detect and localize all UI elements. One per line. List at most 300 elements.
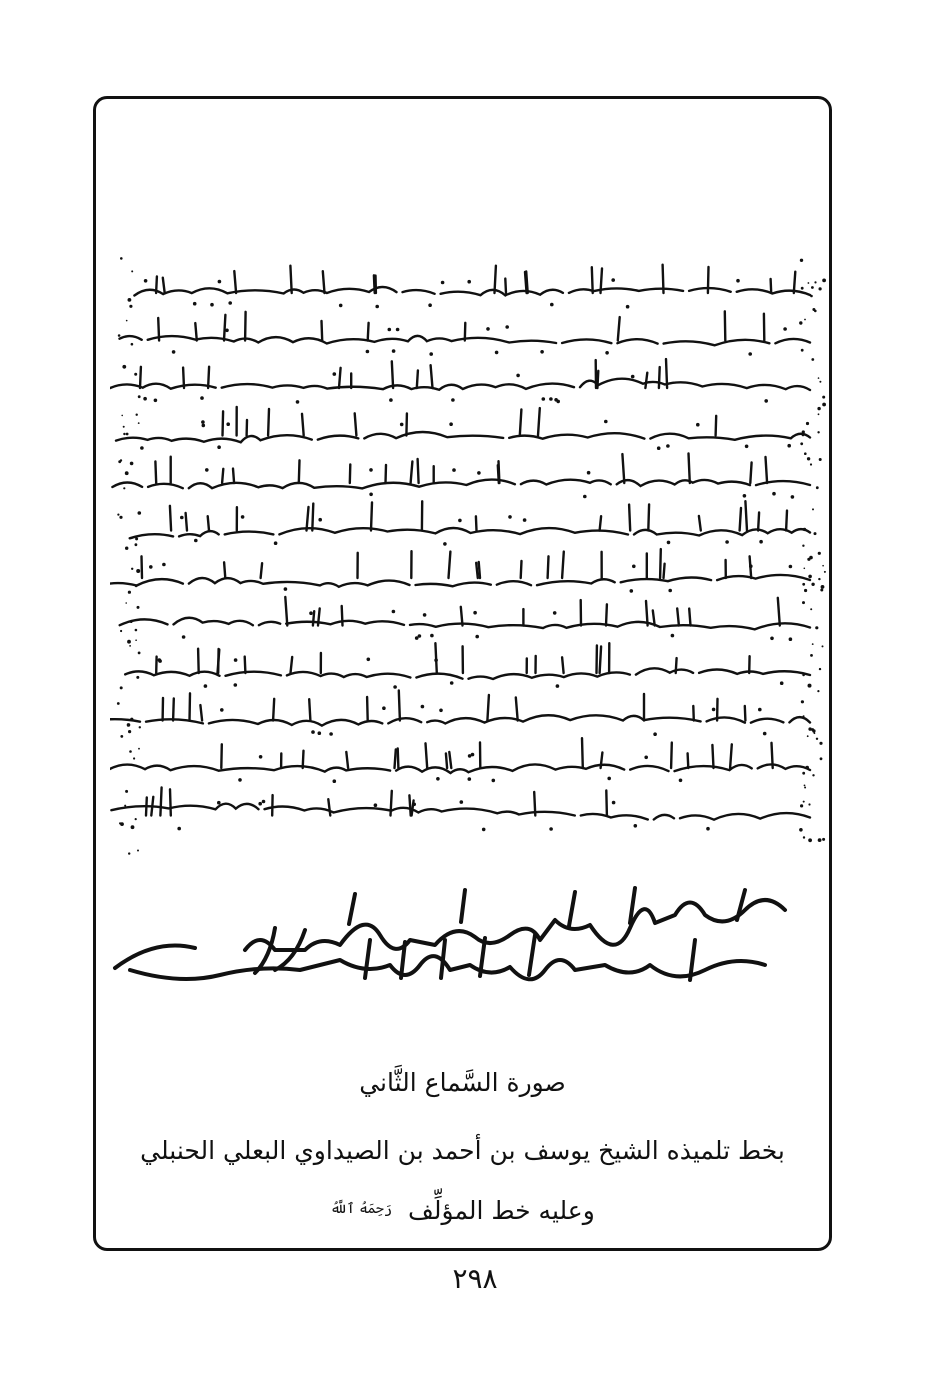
photocopy-speckle xyxy=(807,558,810,561)
manuscript-dot xyxy=(415,636,419,640)
manuscript-ascender xyxy=(671,743,672,768)
manuscript-ascender xyxy=(417,370,418,388)
photocopy-speckle xyxy=(125,790,128,793)
photocopy-speckle xyxy=(135,629,138,632)
photocopy-speckle xyxy=(804,319,806,321)
photocopy-speckle xyxy=(803,715,805,717)
manuscript-dot xyxy=(495,351,499,355)
autograph-strokes xyxy=(105,870,805,1010)
manuscript-line xyxy=(110,738,810,783)
manuscript-ascender xyxy=(233,469,234,483)
manuscript-ascender xyxy=(160,788,161,816)
photocopy-speckle xyxy=(810,654,813,657)
manuscript-ascender xyxy=(342,606,343,626)
manuscript-stroke xyxy=(110,575,810,587)
manuscript-ascender xyxy=(712,745,713,768)
manuscript-ascender xyxy=(622,454,624,483)
manuscript-ascender xyxy=(465,323,466,341)
manuscript-dot xyxy=(549,827,553,831)
photocopy-speckle xyxy=(137,606,140,609)
manuscript-ascender xyxy=(346,752,348,768)
manuscript-dot xyxy=(375,305,379,309)
manuscript-dot xyxy=(374,803,378,807)
photocopy-speckle xyxy=(128,730,131,733)
photocopy-speckle xyxy=(818,377,820,379)
manuscript-ascender xyxy=(409,795,410,815)
manuscript-stroke xyxy=(110,379,810,390)
manuscript-ascender xyxy=(155,462,156,484)
manuscript-dot xyxy=(443,542,447,546)
manuscript-ascender xyxy=(548,556,549,578)
caption-author-line xyxy=(93,1196,832,1225)
photocopy-speckle xyxy=(135,639,137,641)
manuscript-ascender xyxy=(151,797,153,816)
manuscript-dot xyxy=(452,468,456,472)
manuscript-ascender xyxy=(505,279,506,293)
photocopy-speckle xyxy=(800,259,803,262)
photocopy-speckle xyxy=(814,732,816,734)
manuscript-ascender xyxy=(399,691,400,721)
photocopy-speckle xyxy=(800,804,803,807)
manuscript-ascender xyxy=(406,414,407,436)
photocopy-speckle xyxy=(123,426,125,428)
manuscript-ascender xyxy=(318,609,320,626)
manuscript-dot xyxy=(225,329,229,333)
photocopy-speckle xyxy=(804,589,807,592)
manuscript-dot xyxy=(605,351,609,355)
manuscript-dot xyxy=(369,468,373,472)
photocopy-speckle xyxy=(129,750,132,753)
manuscript-line xyxy=(110,788,810,832)
manuscript-dot xyxy=(284,587,288,591)
photocopy-speckle xyxy=(135,543,138,546)
manuscript-dot xyxy=(393,685,397,689)
manuscript-dot xyxy=(725,540,729,544)
manuscript-dot xyxy=(460,800,464,804)
photocopy-speckle xyxy=(808,684,812,688)
manuscript-dot xyxy=(217,445,221,449)
manuscript-dot xyxy=(412,803,416,807)
manuscript-dot xyxy=(449,422,453,426)
manuscript-dot xyxy=(311,730,315,734)
photocopy-speckle xyxy=(126,433,129,436)
photocopy-speckle xyxy=(131,568,133,570)
manuscript-dot xyxy=(653,732,657,736)
photocopy-speckle xyxy=(128,852,130,854)
photocopy-speckle xyxy=(804,568,806,570)
photocopy-speckle xyxy=(822,396,825,399)
manuscript-dot xyxy=(634,824,638,828)
manuscript-dot xyxy=(441,281,445,285)
manuscript-dot xyxy=(772,492,776,496)
photocopy-speckle xyxy=(807,457,810,460)
caption-scribe-line: بخط تلميذه الشيخ يوسف بن أحمد بن الصيداوي البعلي الحنبلي xyxy=(140,1136,785,1165)
photocopy-speckle xyxy=(814,281,816,283)
manuscript-ascender xyxy=(386,465,387,483)
manuscript-stroke xyxy=(112,480,810,489)
manuscript-ascender xyxy=(374,275,375,293)
manuscript-dot xyxy=(217,801,221,805)
manuscript-ascender xyxy=(461,607,463,626)
manuscript-ascender xyxy=(367,697,368,721)
manuscript-dot xyxy=(274,541,278,545)
manuscript-dot xyxy=(382,706,386,710)
manuscript-dot xyxy=(505,325,509,329)
manuscript-ascender xyxy=(676,658,677,673)
manuscript-dot xyxy=(226,422,230,426)
manuscript-ascender xyxy=(221,744,222,768)
photocopy-speckle xyxy=(819,668,821,670)
manuscript-dot xyxy=(492,779,496,783)
manuscript-dot xyxy=(430,634,434,638)
manuscript-ascender xyxy=(446,753,447,768)
manuscript-dot xyxy=(666,444,670,448)
manuscript-ascender xyxy=(677,608,679,625)
manuscript-ascender xyxy=(487,695,489,721)
manuscript-ascender xyxy=(142,556,143,578)
manuscript-line xyxy=(130,501,810,546)
photocopy-speckle xyxy=(800,442,803,445)
photocopy-speckle xyxy=(133,757,135,759)
photocopy-speckle xyxy=(120,686,123,689)
manuscript-dot xyxy=(745,445,749,449)
photocopy-speckle xyxy=(131,537,133,539)
photocopy-speckle xyxy=(117,514,119,516)
manuscript-ascender xyxy=(766,457,768,483)
photocopy-speckle xyxy=(131,270,133,272)
photocopy-speckle xyxy=(819,381,821,383)
manuscript-stroke xyxy=(130,528,810,538)
manuscript-ascender xyxy=(534,792,535,816)
photocopy-speckle xyxy=(816,738,818,740)
photocopy-speckle xyxy=(799,828,803,832)
manuscript-dot xyxy=(468,777,472,781)
manuscript-ascender xyxy=(170,789,171,815)
photocopy-speckle xyxy=(128,298,132,302)
manuscript-ascender xyxy=(648,504,649,530)
manuscript-dot xyxy=(791,495,795,499)
manuscript-dot xyxy=(486,327,490,331)
photocopy-speckle xyxy=(120,630,122,632)
manuscript-ascender xyxy=(173,699,174,721)
photocopy-speckle xyxy=(801,700,804,703)
photocopy-speckle xyxy=(803,801,805,803)
manuscript-dot xyxy=(149,565,153,569)
manuscript-ascender xyxy=(521,561,522,578)
manuscript-ascender xyxy=(449,752,451,768)
manuscript-stroke xyxy=(120,618,810,630)
photocopy-speckle xyxy=(817,407,820,410)
manuscript-ascender xyxy=(688,753,689,768)
photocopy-speckle xyxy=(811,358,814,361)
manuscript-dot xyxy=(475,635,479,639)
manuscript-dot xyxy=(367,658,371,662)
manuscript-ascender xyxy=(745,706,746,721)
manuscript-ascender xyxy=(418,459,419,483)
manuscript-dot xyxy=(467,280,471,284)
manuscript-dot xyxy=(542,397,546,401)
photocopy-speckle xyxy=(801,349,804,352)
manuscript-dot xyxy=(679,779,683,783)
manuscript-ascender xyxy=(660,549,661,578)
manuscript-ascender xyxy=(323,271,325,293)
manuscript-dot xyxy=(388,328,392,332)
manuscript-ascender xyxy=(426,743,428,768)
manuscript-ascender xyxy=(689,609,690,626)
manuscript-dot xyxy=(749,564,753,568)
manuscript-ascender xyxy=(562,552,564,578)
photocopy-speckle xyxy=(135,818,137,820)
manuscript-dot xyxy=(296,400,300,404)
manuscript-stroke xyxy=(110,715,810,725)
manuscript-line xyxy=(110,359,810,404)
manuscript-ascender xyxy=(600,516,602,530)
photocopy-speckle xyxy=(120,257,123,260)
manuscript-ascender xyxy=(391,791,392,816)
photocopy-speckle xyxy=(822,645,824,647)
photocopy-speckle xyxy=(802,674,805,677)
manuscript-line xyxy=(125,643,810,689)
photocopy-speckle xyxy=(816,486,819,489)
manuscript-dot xyxy=(228,301,232,305)
manuscript-dot xyxy=(318,731,322,735)
manuscript-dot xyxy=(611,278,615,282)
manuscript-dot xyxy=(238,778,242,782)
manuscript-ascender xyxy=(606,604,607,625)
photocopy-speckle xyxy=(820,589,823,592)
manuscript-dot xyxy=(583,495,587,499)
manuscript-dot xyxy=(218,280,222,284)
manuscript-dot xyxy=(477,471,481,475)
manuscript-ascender xyxy=(368,323,369,341)
photocopy-speckle xyxy=(118,460,121,463)
manuscript-dot xyxy=(657,446,661,450)
manuscript-dot xyxy=(400,423,404,427)
photocopy-speckle xyxy=(822,838,825,841)
manuscript-ascender xyxy=(411,462,413,484)
photocopy-speckle xyxy=(818,552,821,555)
photocopy-speckle xyxy=(124,805,126,807)
manuscript-dot xyxy=(193,302,197,306)
manuscript-dot xyxy=(770,637,774,641)
photocopy-speckle xyxy=(138,748,140,750)
photocopy-speckle xyxy=(810,608,812,610)
manuscript-dot xyxy=(671,634,675,638)
manuscript-dot xyxy=(182,635,186,639)
photocopy-speckle xyxy=(127,640,131,644)
manuscript-ascender xyxy=(183,368,184,388)
photocopy-speckle xyxy=(819,458,822,461)
photocopy-speckle xyxy=(802,583,805,586)
manuscript-ascender xyxy=(291,657,293,673)
photocopy-speckle xyxy=(131,825,135,829)
manuscript-ascender xyxy=(302,414,304,436)
manuscript-ascender xyxy=(156,277,157,294)
photocopy-speckle xyxy=(812,508,814,510)
photocopy-speckle xyxy=(129,305,132,308)
photocopy-speckle xyxy=(117,702,120,705)
photocopy-speckle xyxy=(811,583,814,586)
manuscript-ascender xyxy=(208,367,209,388)
manuscript-ascender xyxy=(195,323,197,340)
manuscript-dot xyxy=(696,423,700,427)
photocopy-speckle xyxy=(810,295,813,298)
manuscript-ascender xyxy=(285,597,287,626)
manuscript-dot xyxy=(234,683,238,687)
manuscript-ascender xyxy=(592,267,593,293)
manuscript-dot xyxy=(789,637,793,641)
manuscript-dot xyxy=(318,518,322,522)
manuscript-stroke xyxy=(125,668,810,679)
manuscript-ascender xyxy=(398,748,399,768)
photocopy-speckle xyxy=(118,334,121,337)
manuscript-dot xyxy=(329,732,333,736)
photocopy-speckle xyxy=(822,565,824,567)
photocopy-speckle xyxy=(807,735,809,737)
photocopy-speckle xyxy=(125,547,128,550)
manuscript-dot xyxy=(144,279,148,283)
manuscript-ascender xyxy=(725,311,726,340)
manuscript-dot xyxy=(712,708,716,712)
manuscript-ascender xyxy=(395,750,396,769)
manuscript-dot xyxy=(421,705,425,709)
manuscript-dot xyxy=(758,708,762,712)
manuscript-ascender xyxy=(498,465,499,483)
manuscript-ascender xyxy=(223,411,224,435)
manuscript-ascender xyxy=(600,647,602,674)
photocopy-speckle xyxy=(812,774,814,776)
manuscript-ascender xyxy=(601,268,603,293)
manuscript-ascender xyxy=(350,464,351,483)
photocopy-speckle xyxy=(136,569,140,573)
manuscript-ascender xyxy=(261,563,263,578)
manuscript-stroke xyxy=(116,432,810,442)
photocopy-speckle xyxy=(812,643,814,645)
manuscript-ascender xyxy=(328,799,330,815)
manuscript-dot xyxy=(556,684,560,688)
manuscript-dot xyxy=(258,802,262,806)
photocopy-speckle xyxy=(808,575,812,579)
manuscript-ascender xyxy=(208,516,209,530)
manuscript-line xyxy=(110,691,810,737)
manuscript-ascender xyxy=(273,699,274,721)
manuscript-ascender xyxy=(689,453,690,483)
photocopy-speckle xyxy=(123,487,125,489)
manuscript-dot xyxy=(366,350,370,354)
photocopy-speckle xyxy=(803,528,806,531)
photocopy-speckle xyxy=(136,414,138,416)
manuscript-line xyxy=(128,265,810,309)
photocopy-speckle xyxy=(808,282,810,284)
manuscript-dot xyxy=(436,777,440,781)
manuscript-ascender xyxy=(186,513,187,531)
manuscript-dot xyxy=(389,398,393,402)
manuscript-dot xyxy=(392,349,396,353)
manuscript-dot xyxy=(783,327,787,331)
manuscript-ascender xyxy=(449,552,451,578)
photocopy-speckle xyxy=(135,537,138,540)
manuscript-ascender xyxy=(582,738,583,768)
manuscript-strokes xyxy=(110,255,830,855)
manuscript-ascender xyxy=(597,371,598,388)
manuscript-ascender xyxy=(476,516,477,530)
photocopy-speckle xyxy=(802,434,805,437)
photocopy-speckle xyxy=(123,433,125,435)
manuscript-dot xyxy=(143,397,147,401)
photocopy-speckle xyxy=(134,373,137,376)
manuscript-dot xyxy=(172,350,176,354)
manuscript-dot xyxy=(759,540,763,544)
manuscript-dot xyxy=(202,424,206,428)
manuscript-dot xyxy=(473,611,477,615)
manuscript-ascender xyxy=(693,706,694,721)
manuscript-stroke xyxy=(110,764,810,773)
manuscript-dot xyxy=(423,613,427,617)
manuscript-ascender xyxy=(699,516,701,531)
manuscript-dot xyxy=(205,468,209,472)
manuscript-ascender xyxy=(299,460,300,483)
photocopy-speckle xyxy=(125,471,129,475)
photocopy-speckle xyxy=(824,571,826,573)
photocopy-speckle xyxy=(821,585,825,589)
manuscript-ascender xyxy=(158,318,159,341)
manuscript-dot xyxy=(339,304,343,308)
author-line-text: وعليه خط المؤلِّف xyxy=(408,1196,595,1225)
photocopy-speckle xyxy=(819,742,822,745)
photocopy-speckle xyxy=(137,850,139,852)
manuscript-ascender xyxy=(224,562,225,578)
photocopy-speckle xyxy=(802,430,805,433)
manuscript-dot xyxy=(736,279,740,283)
manuscript-ascender xyxy=(645,373,647,388)
manuscript-ascender xyxy=(730,744,732,768)
manuscript-ascender xyxy=(516,697,518,720)
photocopy-speckle xyxy=(135,585,138,588)
manuscript-ascender xyxy=(786,511,787,531)
manuscript-dot xyxy=(396,328,400,332)
manuscript-dot xyxy=(140,446,144,450)
manuscript-dot xyxy=(200,396,204,400)
photocopy-speckle xyxy=(804,787,806,789)
photocopy-speckle xyxy=(139,726,141,728)
manuscript-ascender xyxy=(190,693,191,720)
manuscript-ascender xyxy=(371,502,372,530)
manuscript-ascender xyxy=(526,272,528,294)
manuscript-ascender xyxy=(758,513,759,531)
photocopy-speckle xyxy=(119,516,122,519)
manuscript-dot xyxy=(162,563,166,567)
manuscript-ascender xyxy=(646,601,648,626)
manuscript-ascender xyxy=(562,657,564,673)
manuscript-dot xyxy=(439,709,443,713)
photocopy-speckle xyxy=(130,620,133,623)
manuscript-ascender xyxy=(708,267,709,293)
photocopy-speckle xyxy=(120,822,124,826)
manuscript-dot xyxy=(309,611,313,615)
manuscript-dot xyxy=(780,681,784,685)
manuscript-ascender xyxy=(716,416,717,436)
manuscript-ascender xyxy=(479,562,480,578)
manuscript-ascender xyxy=(771,279,772,293)
manuscript-ascender xyxy=(198,649,199,673)
photocopy-speckle xyxy=(822,279,826,283)
photocopy-speckle xyxy=(804,452,807,455)
manuscript-ascender xyxy=(664,564,665,578)
manuscript-ascender xyxy=(750,463,751,484)
photocopy-speckle xyxy=(138,652,141,655)
manuscript-dot xyxy=(789,565,793,569)
manuscript-dot xyxy=(644,756,648,760)
